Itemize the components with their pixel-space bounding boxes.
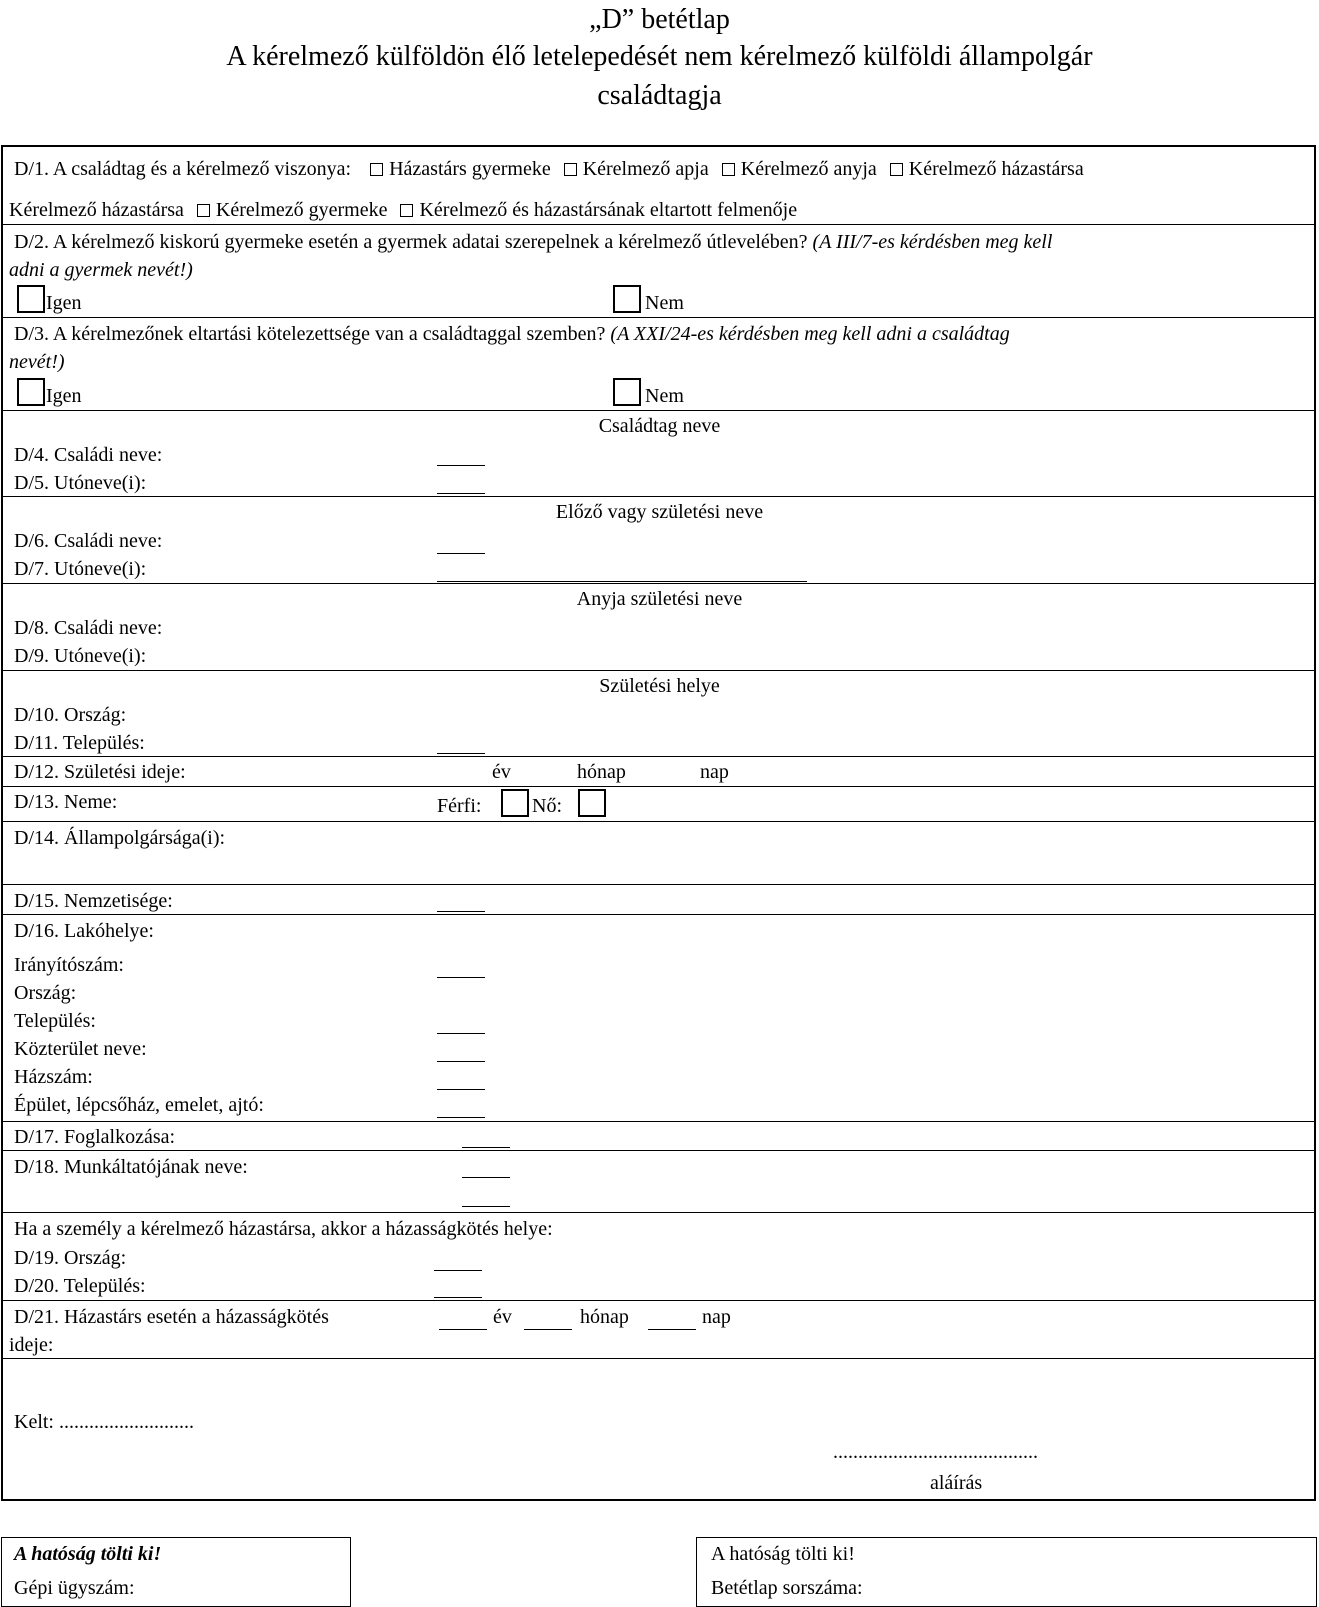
row-divider	[1, 583, 1316, 584]
building-label: Épület, lépcsőház, emelet, ajtó:	[14, 1094, 264, 1116]
checkbox-option-2[interactable]	[564, 163, 577, 176]
d14-label: D/14. Állampolgársága(i):	[14, 827, 226, 849]
row-divider	[1, 756, 1316, 757]
page-subtitle-cont: családtagja	[597, 80, 722, 111]
d21-day-label: nap	[702, 1306, 731, 1328]
house-label: Házszám:	[14, 1066, 93, 1088]
row-divider	[1, 1212, 1316, 1213]
kelt-field[interactable]: Kelt: ...........................	[14, 1411, 194, 1433]
d10-label: D/10. Ország:	[14, 704, 127, 726]
row-divider	[1, 670, 1316, 671]
d3-question	[14, 322, 1010, 346]
d3-note-cont: nevét!)	[9, 351, 65, 373]
authority-panel-left	[1, 1537, 351, 1607]
d1-option-label: Kérelmező házastársa	[908, 158, 1084, 180]
row-divider	[1, 317, 1316, 318]
d20-field[interactable]	[434, 1297, 482, 1298]
page-subtitle: A kérelmező külföldön élő letelepedését nem kérelmező külföldi állampolgár	[226, 41, 1093, 72]
day-label: nap	[700, 761, 729, 783]
d5-label: D/5. Utóneve(i):	[14, 472, 147, 494]
d18-label: D/18. Munkáltatójának neve:	[14, 1156, 248, 1178]
checkbox-option-4[interactable]	[890, 163, 903, 176]
d2-question	[14, 230, 1052, 254]
d12-label: D/12. Születési ideje:	[14, 761, 186, 783]
d17-label: D/17. Foglalkozása:	[14, 1126, 176, 1148]
d5-field[interactable]	[437, 493, 485, 494]
d1-option-label: Házastárs gyermeke	[389, 158, 551, 180]
female-label: Nő:	[532, 795, 562, 817]
authority-right-title: A hatóság tölti ki!	[711, 1543, 855, 1565]
d21-month-field[interactable]	[524, 1329, 572, 1330]
d2-yes-label: Igen	[46, 292, 82, 314]
d3-no-label: Nem	[645, 385, 684, 407]
d2-yes-checkbox[interactable]	[17, 285, 45, 313]
d1-line1	[14, 157, 1084, 181]
d2-no-label: Nem	[645, 292, 684, 314]
row-divider	[1, 914, 1316, 915]
d1-option-label: Kérelmező házastársa	[9, 199, 184, 221]
authority-panel-right	[696, 1537, 1317, 1607]
row-divider	[1, 224, 1316, 225]
d9-label: D/9. Utóneve(i):	[14, 645, 147, 667]
row-divider	[1, 786, 1316, 787]
d21-day-field[interactable]	[648, 1329, 696, 1330]
insert-serial-label: Betétlap sorszáma:	[711, 1577, 863, 1599]
signature-label: aláírás	[930, 1472, 983, 1494]
row-divider	[1, 1358, 1316, 1359]
d3-yes-checkbox[interactable]	[17, 378, 45, 406]
authority-left-title: A hatóság tölti ki!	[14, 1543, 162, 1565]
checkbox-option-3[interactable]	[722, 163, 735, 176]
street-label: Közterület neve:	[14, 1038, 147, 1060]
row-divider	[1, 821, 1316, 822]
signature-line[interactable]: .........................................	[833, 1441, 1038, 1463]
section-mother-name: Anyja születési neve	[576, 588, 743, 610]
d1-option-label: Kérelmező anyja	[740, 158, 877, 180]
d19-field[interactable]	[434, 1270, 482, 1271]
checkbox-option-6[interactable]	[400, 204, 413, 217]
d11-label: D/11. Település:	[14, 732, 145, 754]
male-checkbox[interactable]	[501, 789, 529, 817]
d3-no-checkbox[interactable]	[613, 378, 641, 406]
d7-field[interactable]	[437, 581, 807, 582]
female-checkbox[interactable]	[578, 789, 606, 817]
row-divider	[1, 1121, 1316, 1122]
year-label: év	[492, 761, 511, 783]
male-label: Férfi:	[437, 795, 482, 817]
d21-year-field[interactable]	[439, 1329, 487, 1330]
d21-month-label: hónap	[580, 1306, 629, 1328]
d3-note: (A XXI/24-es kérdésben meg kell adni a családtag	[610, 323, 1010, 345]
d21-label-cont: ideje:	[9, 1334, 54, 1356]
zip-field[interactable]	[437, 977, 485, 978]
form-frame	[1, 145, 1316, 1501]
d18-field-2[interactable]	[462, 1206, 510, 1207]
section-previous-name: Előző vagy születési neve	[555, 501, 764, 523]
d1-line2	[9, 198, 797, 222]
d8-label: D/8. Családi neve:	[14, 617, 163, 639]
country-label: Ország:	[14, 982, 77, 1004]
d3-text: D/3. A kérelmezőnek eltartási kötelezettsége van a családtaggal szemben?	[14, 323, 606, 345]
row-divider	[1, 410, 1316, 411]
city-field[interactable]	[437, 1033, 485, 1034]
case-number-label: Gépi ügyszám:	[14, 1577, 135, 1599]
row-divider	[1, 884, 1316, 885]
building-field[interactable]	[437, 1117, 485, 1118]
marriage-intro: Ha a személy a kérelmező házastársa, akkor a házasságkötés helye:	[14, 1218, 553, 1240]
zip-label: Irányítószám:	[14, 954, 124, 976]
d4-field[interactable]	[437, 465, 485, 466]
page-title: „D” betétlap	[589, 4, 730, 35]
row-divider	[1, 1150, 1316, 1151]
d1-option-label: Kérelmező gyermeke	[215, 199, 388, 221]
d2-note-cont: adni a gyermek nevét!)	[9, 259, 193, 281]
row-divider	[1, 1300, 1316, 1301]
section-birth-place: Születési helye	[599, 675, 720, 697]
d2-text: D/2. A kérelmező kiskorú gyermeke esetén a gyermek adatai szerepelnek a kérelmező útlevelében?	[14, 231, 808, 253]
section-member-name: Családtag neve	[598, 415, 721, 437]
d15-label: D/15. Nemzetisége:	[14, 890, 173, 912]
city-label: Település:	[14, 1010, 96, 1032]
street-field[interactable]	[437, 1061, 485, 1062]
d19-label: D/19. Ország:	[14, 1247, 127, 1269]
house-field[interactable]	[437, 1089, 485, 1090]
d1-option-label: Kérelmező apja	[582, 158, 709, 180]
d3-yes-label: Igen	[46, 385, 82, 407]
d2-no-checkbox[interactable]	[613, 285, 641, 313]
d4-label: D/4. Családi neve:	[14, 444, 163, 466]
month-label: hónap	[577, 761, 626, 783]
d20-label: D/20. Település:	[14, 1275, 146, 1297]
d13-label: D/13. Neme:	[14, 791, 118, 813]
d11-field[interactable]	[437, 753, 485, 754]
d7-label: D/7. Utóneve(i):	[14, 558, 147, 580]
checkbox-option-5[interactable]	[197, 204, 210, 217]
checkbox-option-1[interactable]	[370, 163, 383, 176]
d6-label: D/6. Családi neve:	[14, 530, 163, 552]
d21-year-label: év	[493, 1306, 512, 1328]
row-divider	[1, 496, 1316, 497]
d18-field[interactable]	[462, 1177, 510, 1178]
d16-label: D/16. Lakóhelye:	[14, 920, 154, 942]
d1-label: D/1. A családtag és a kérelmező viszonya:	[14, 158, 352, 180]
d1-option-label: Kérelmező és házastársának eltartott felmenője	[419, 199, 798, 221]
d17-field[interactable]	[462, 1147, 510, 1148]
d6-field[interactable]	[437, 553, 485, 554]
d15-field[interactable]	[437, 911, 485, 912]
d2-note: (A III/7-es kérdésben meg kell	[812, 231, 1053, 253]
d21-label: D/21. Házastárs esetén a házasságkötés	[14, 1306, 329, 1328]
